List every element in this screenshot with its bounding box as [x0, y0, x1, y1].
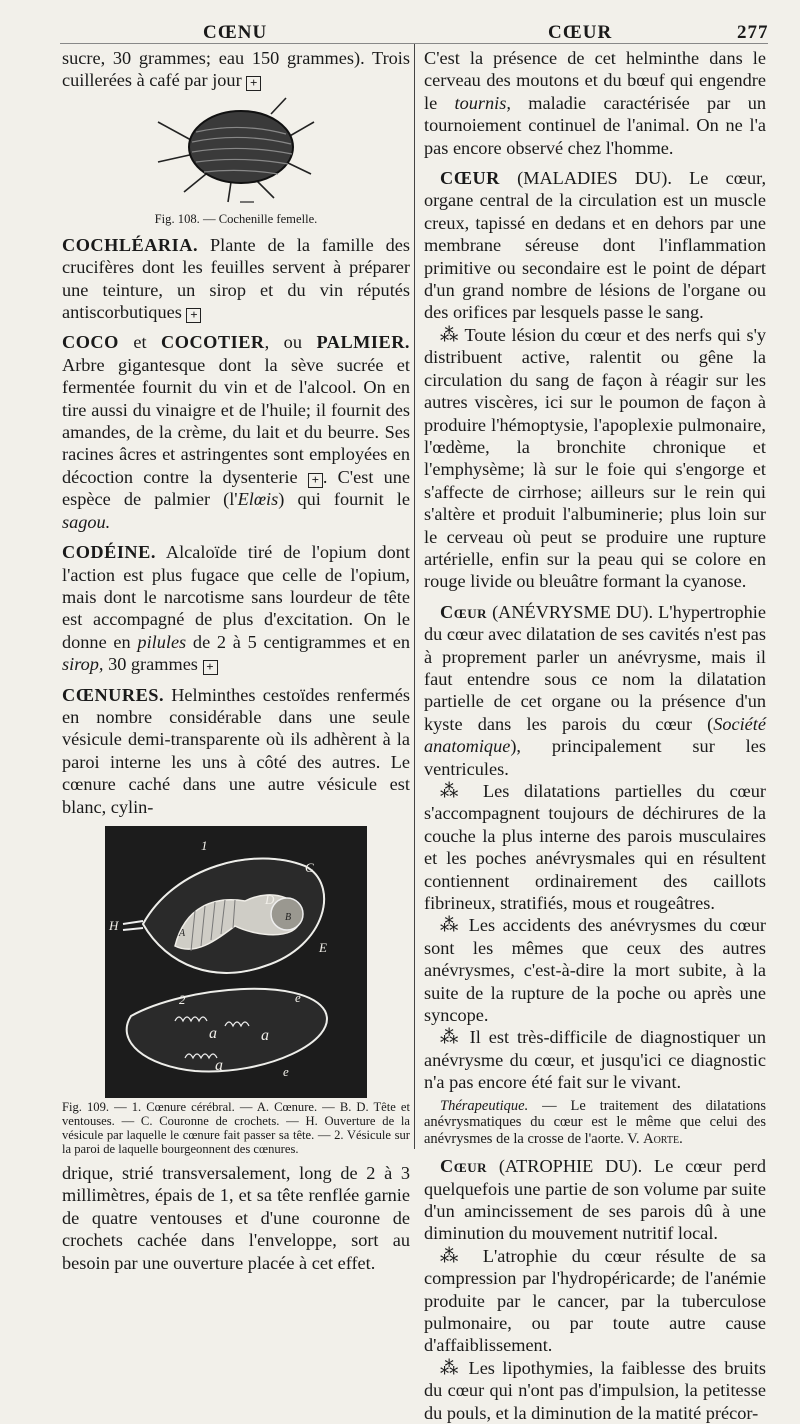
- text-p1-a: C'est la présence de cet helminthe dans le cerveau des moutons et du bœuf qui engendre le: [424, 48, 766, 113]
- paragraph-therapeutique: [424, 1098, 766, 1148]
- text-codeine-2: de 2 à 5 centigrammes et en: [192, 631, 410, 652]
- asterism-icon: ⁂: [440, 1245, 469, 1266]
- subterm-atrophie: (ATROPHIE DU).: [498, 1156, 643, 1177]
- text-p5: Il est très-difficile de diagnostiquer un anévrysme du cœur, et jusqu'ici ce diagnostic n'a pas encore été fait sur le vivant.: [424, 1027, 767, 1093]
- entry-codeine: [62, 541, 410, 675]
- paragraph-coenure-tail: drique, strié transversalement, long de 2 à 3 millimètres, épais de 1, et sa tête renflée garnie de quatre ventouses et d'une couronne de crochets cachée dans l'enveloppe, sort au besoin par une ouverture placée à cet effet.: [62, 1162, 410, 1273]
- subterm-maladies: (MALADIES DU).: [517, 168, 672, 189]
- paragraph-atrophie-cause: [424, 1245, 766, 1357]
- text-sucre-b: cuillerées à café par jour: [62, 70, 242, 91]
- entry-coenures: [62, 684, 410, 818]
- fig109-label-1: 1: [201, 837, 208, 853]
- text-coco-1: Arbre gigantesque dont la sève sucrée et fermentée fournit du vin et de l'alcool. On en tire aussi du vinaigre et de l'huile; il fournit des amandes, de la crème, du lait et du beurre. Ses racines âcres et astringentes sont employées en décoction contre la dysenterie: [62, 354, 410, 487]
- entry-coeur-maladies: [424, 167, 766, 324]
- text-societe-anatomique: Société anatomique: [424, 713, 766, 757]
- text-pilules: pilules: [137, 631, 187, 652]
- running-head-right: CŒUR: [548, 22, 613, 43]
- text-atrophie: Le cœur perd quelquefois une partie de son volume par suite d'un amincissement de ses parois dû à une diminution du mouvement nutritif local.: [424, 1156, 767, 1244]
- paragraph-accidents: [424, 914, 766, 1026]
- asterism-icon: ⁂: [440, 781, 469, 801]
- paragraph-dilatations: [424, 780, 766, 914]
- subterm-anevrysme: (ANÉVRYSME DU).: [492, 601, 654, 622]
- boxed-plus-icon: +: [308, 473, 323, 488]
- text-codeine-1: Alcaloïde tiré de l'opium dont l'action est plus fugace que celle de l'opium, mais dont le narcotisme sans lourdeur de tête est accompagné de plus d'excitation. On le donne en: [62, 542, 411, 652]
- boxed-plus-icon: +: [203, 660, 218, 675]
- fig109-label-E: E: [319, 939, 327, 955]
- text-p4: Les accidents des anévrysmes du cœur sont les mêmes que ceux des autres anévrysmes, c'est-à-dire la mort subite, à la suite de la rupture de la poche ou après une syncope.: [424, 915, 766, 1026]
- boxed-plus-icon: +: [246, 76, 261, 91]
- term-coco: COCO: [62, 332, 119, 353]
- fig109-caption: Fig. 109. — 1. Cœnure cérébral. — A. Cœnure. — B. D. Tête et ventouses. — C. Couronne de crochets. — H. Ouverture de la vésicule par laquelle le cœnure fait passer sa tête. — 2. Vésicule sur la paroi de laquelle bourgeonnent des cœnures.: [62, 1099, 410, 1156]
- asterism-icon: ⁂: [440, 1357, 462, 1378]
- term-coeur-maladies: CŒUR: [440, 168, 500, 189]
- text-p7: Les lipothymies, la faiblesse des bruits du cœur qui n'ont pas d'impulsion, la petitesse du pouls, et la diminution de la matité précor-: [424, 1357, 767, 1423]
- text-coco-and: et: [133, 332, 147, 353]
- text-coenures: Helminthes cestoïdes renfermés en nombre considérable dans une seule vésicule demi-transparente où ils adhèrent à la paroi interne les uns à côté des autres. Le cœnure caché dans une autre vésicule est blanc, cylin-: [62, 684, 410, 817]
- entry-cochlearia: [62, 234, 410, 324]
- term-cocotier: COCOTIER: [161, 332, 265, 353]
- text-coco-3: ) qui fournit le: [278, 489, 410, 510]
- fig109-label-D: D: [265, 891, 275, 907]
- term-cochlearia: COCHLÉARIA.: [62, 234, 199, 255]
- term-codeine: CODÉINE.: [62, 542, 156, 563]
- text-p2: Toute lésion du cœur et des nerfs qui s'y distribuent active, ralentit ou gêne la circulation du sang de façon à réagir sur les autres viscères, ici sur le poumon de façon à produire l'hémoptysie, l'apoplexie pulmonaire, l'œdème, la bronchite chronique et l'emphysème; là sur le foie qui s'engorge et s'affecte de cirrhose; ailleurs sur le rein qui s'altère et produit l'albuminerie; plus loin sur le cerveau où peut se produire une rupture artérielle, enfin sur la peau qui se colore en rouge livide ou bleuâtre formant la cyanose.: [424, 324, 767, 592]
- fig109-label-a2: a: [261, 1026, 269, 1044]
- text-maladies: Le cœur, organe central de la circulation est un muscle creux, tapissé en dedans et en dehors par une membrane séreuse dont l'inflammation primitive ou secondaire est le point de départ d'un grand nombre de lésions de l'organe ou des orifices par lesquels passe le sang.: [424, 168, 767, 323]
- fig109-label-H: H: [109, 917, 119, 933]
- fig109-label-2: 2: [179, 991, 186, 1007]
- text-codeine-3: 30 grammes: [108, 654, 198, 675]
- text-anev-1: L'hypertrophie du cœur avec dilatation de ses cavités n'est pas à proprement parler un anévrysme, mais il faut entendre sous ce nom la dilatation partielle de cet organe ou la présence d'un kyste dans les parois du cœur (: [424, 601, 766, 734]
- term-coeur-atrophie: Cœur: [440, 1156, 487, 1177]
- boxed-plus-icon: +: [186, 308, 201, 323]
- paragraph-tournis: [424, 47, 766, 159]
- fig109-label-e1: e: [295, 989, 301, 1005]
- text-cochlearia: Plante de la famille des crucifères dont les feuilles servent à préparer une teinture, un sirop et du vin réputés antiscorbutiques: [62, 234, 410, 323]
- asterism-icon: ⁂: [440, 324, 460, 345]
- text-sucre-a: sucre, 30 grammes; eau 150 grammes). Trois: [62, 48, 410, 68]
- term-palmier: PALMIER.: [316, 332, 410, 353]
- text-tournis: tournis,: [454, 92, 511, 113]
- fig108-caption: Fig. 108. — Cochenille femelle.: [154, 211, 318, 226]
- paragraph-lesion: [424, 324, 766, 593]
- asterism-icon: ⁂: [440, 1027, 462, 1048]
- label-therapeutique: Thérapeutique.: [440, 1097, 529, 1114]
- entry-coco: [62, 331, 410, 533]
- page-number: 277: [737, 22, 769, 43]
- fig108-cochineal-illustration: [136, 92, 336, 210]
- column-rule: [414, 44, 415, 1149]
- right-column: [424, 47, 766, 1424]
- text-p1-b: maladie caractérisée par un tournoiement continuel de l'animal. On ne l'a pas encore observé chez l'homme.: [424, 92, 767, 158]
- running-head-left: CŒNU: [203, 22, 268, 43]
- paragraph-lipothymies: [424, 1357, 766, 1424]
- fig109-label-a3: a: [215, 1056, 223, 1074]
- text-p6: L'atrophie du cœur résulte de sa compression par l'hydropéricarde; de l'anémie produite par le cancer, par la tuberculose pulmonaire, ou par toute autre cause d'affaiblissement.: [424, 1245, 766, 1356]
- fig109-label-A: A: [179, 927, 186, 939]
- text-coco-or: , ou: [264, 332, 302, 353]
- asterism-icon: ⁂: [440, 915, 462, 936]
- text-coco-2: . C'est une espèce de palmier (l': [62, 466, 410, 510]
- fig109-coenurus-illustration: [105, 826, 367, 1098]
- entry-coeur-atrophie: [424, 1155, 766, 1245]
- fig109-label-a1: a: [209, 1024, 217, 1042]
- fig109-label-B: B: [285, 911, 292, 923]
- paragraph-sucre: [62, 47, 410, 92]
- text-sagou: sagou.: [62, 511, 111, 532]
- ref-aorte: Aorte.: [643, 1130, 683, 1147]
- left-column: [62, 47, 410, 1274]
- paragraph-diagnostic: [424, 1026, 766, 1093]
- text-p3: Les dilatations partielles du cœur s'accompagnent toujours de déchirures de la couche la plus interne des parois musculaires et les poches anévrysmales qui en résultent contiennent ordinairement des caillots fibrineux, stratifiés, mous et rougeâtres.: [424, 781, 766, 914]
- text-anev-2: ), principalement sur les ventricules.: [424, 736, 766, 779]
- entry-coeur-anevrysme: [424, 601, 766, 780]
- fig109-label-C: C: [305, 859, 314, 875]
- fig109-label-e2: e: [283, 1063, 289, 1079]
- text-sirop: sirop,: [62, 654, 104, 675]
- text-elaeis: Elœis: [237, 489, 279, 510]
- text-therapeutique: — Le traitement des dilatations anévrysmatiques du cœur est le même que celui des anévrysmes de la crosse de l'aorte. V.: [424, 1097, 767, 1147]
- term-coeur-anevrysme: Cœur: [440, 601, 487, 622]
- term-coenures: CŒNURES.: [62, 684, 165, 705]
